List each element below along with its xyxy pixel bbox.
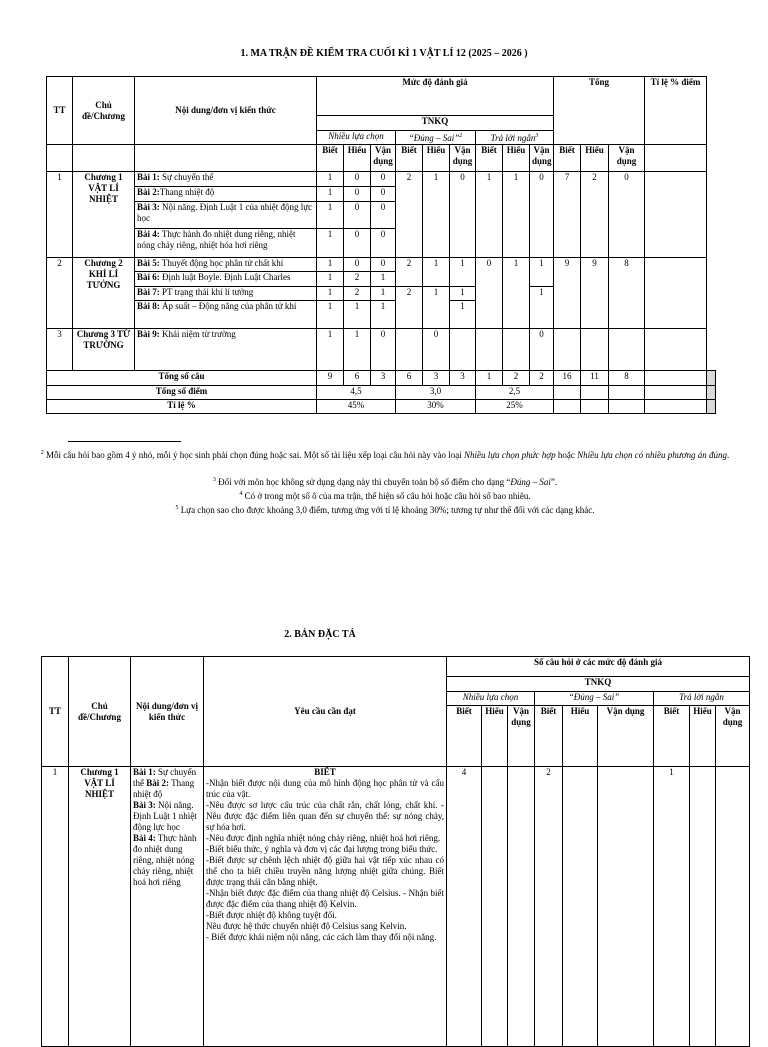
val: 0 <box>450 172 476 258</box>
val: 1 <box>371 301 396 329</box>
spec-row-chuong: Chương 1 VẬT LÍ NHIỆT <box>69 767 131 1047</box>
bai-cell: Bài 8: Áp suất – Động năng của phân tử khí <box>135 301 317 329</box>
val: 0 <box>344 172 371 187</box>
val: 8 <box>609 258 645 329</box>
h-vandung: Vận dụng <box>508 706 535 767</box>
tong-so-diem-label: Tổng số điểm <box>47 386 317 400</box>
val: 3 <box>450 371 476 386</box>
val: 0 <box>530 329 554 371</box>
h-hieu: Hiểu <box>563 706 598 767</box>
exam-matrix-table <box>46 76 716 414</box>
val: 6 <box>344 371 371 386</box>
val: 1 <box>317 187 344 202</box>
val: 1 <box>317 172 344 187</box>
val: 1 <box>450 258 476 287</box>
bai-cell: Bài 4: Thực hành đo nhiệt dung riêng, nhiệt nóng chảy riêng, nhiệt hóa hơi riêng <box>135 229 317 258</box>
val: 0 <box>371 229 396 258</box>
val: 0 <box>344 202 371 229</box>
tln-header: Trả lời ngắn$^3$ <box>476 131 554 145</box>
val: 11 <box>581 371 609 386</box>
spec-nlc: Nhiều lựa chọn <box>447 692 535 706</box>
bai-cell: Bài 1: Sự chuyển thể <box>135 172 317 187</box>
bai-cell: Bài 3: Nội năng. Định Luật 1 của nhiệt động lực học <box>135 202 317 229</box>
ds-header: “Đúng – Sai”$^2$ <box>396 131 476 145</box>
spec-row-yc <box>204 767 447 1047</box>
h-hieu: Hiểu <box>482 706 508 767</box>
yc-line: Nêu được hệ thức chuyển nhiệt độ Celsius sang Kelvin. <box>206 921 407 931</box>
val: 1 <box>317 301 344 329</box>
val: 2 <box>344 287 371 301</box>
spec-tln: Trả lời ngắn <box>654 692 750 706</box>
bai-cell: Bài 6: Định luật Boyle. Định Luật Charles <box>135 272 317 287</box>
val: 25% <box>476 400 554 414</box>
val: 1 <box>371 272 396 287</box>
bai-cell: Bài 9: Khái niệm từ trường <box>135 329 317 371</box>
yc-heading: BIẾT <box>314 767 336 777</box>
tong-so-cau-label: Tổng số câu <box>47 371 317 386</box>
val: 8 <box>609 371 645 386</box>
footnote-5: $^5$ Lựa chọn sao cho được khoảng 3,0 điểm, tương ứng với tỉ lệ khoảng 30%; tương tự như thế đối với các dạng khác. <box>175 505 595 515</box>
spec-ds: “Đúng – Sai” <box>535 692 654 706</box>
val: 1 <box>423 287 450 329</box>
val: 0 <box>530 172 554 258</box>
yc-line: -Biết được sự chênh lệch nhiệt độ giữa hai vật tiếp xúc nhau có thể cho ta biết chiều truyền năng lượng nhiệt giữa chúng. Biết được trạng thái cân bằng nhiệt. <box>206 855 444 887</box>
val: 0 <box>371 258 396 272</box>
val: 2 <box>530 371 554 386</box>
yc-line: - Biết được khái niệm nội năng, các cách làm thay đổi nội năng. <box>206 932 437 942</box>
row-chuong: Chương 3 TỪ TRƯỜNG <box>73 329 135 371</box>
val: 0 <box>344 229 371 258</box>
val: 2 <box>396 258 423 287</box>
val: 0 <box>371 187 396 202</box>
val: 2 <box>503 371 530 386</box>
spec-row-nd: Bài 1: Sự chuyển thể Bài 2: Thang nhiệt độ Bài 3: Nội năng. Định Luật 1 nhiệt động lực học Bài 4: Thực hành đo nhiệt dung riêng, nhiệt nóng chảy riêng, nhiệt hoá hơi riêng <box>131 767 204 1047</box>
yc-line: -Nêu được định nghĩa nhiệt nóng chảy riêng, nhiệt hoá hơi riêng. <box>206 833 441 843</box>
val: 1 <box>317 202 344 229</box>
bai-cell: Bài 7: PT trạng thái khí lí tưởng <box>135 287 317 301</box>
h-vandung: Vận dụng <box>598 706 654 767</box>
val: 2 <box>581 172 609 258</box>
val: 0 <box>344 258 371 272</box>
yc-line: -Biết biểu thức, ý nghĩa và đơn vị các đại lượng trong biểu thức. <box>206 844 438 854</box>
val: 4 <box>447 767 482 1047</box>
spec-col-nd: Nội dung/đơn vị kiến thức <box>131 657 204 767</box>
h-vandung: Vận dụng <box>371 145 396 172</box>
footnote-separator <box>68 441 181 442</box>
row-chuong: Chương 1 VẬT LÍ NHIỆT <box>73 172 135 258</box>
col-chuong: Chủ đề/Chương <box>73 77 135 145</box>
footnote-2: $^2$ Mỗi câu hỏi bao gồm 4 ý nhỏ, mỗi ý học sinh phải chọn đúng hoặc sai. Một số tài liệu xếp loại câu hỏi này vào loại Nhiều lựa chọn phức hợp hoặc Nhiều lựa chọn có nhiều phương án đúng. <box>40 450 730 460</box>
val: 1 <box>654 767 690 1047</box>
h-biet: Biết <box>447 706 482 767</box>
spec-col-chuong: Chủ đề/Chương <box>69 657 131 767</box>
row-tt: 1 <box>47 172 73 258</box>
col-mucdo: Mức độ đánh giá <box>317 77 554 116</box>
footnote-4: $^4$ Có ở trong một số ô của ma trận, thể hiện số câu hỏi hoặc câu hỏi số bao nhiêu. <box>239 491 531 501</box>
val: 9 <box>554 258 581 329</box>
h-biet: Biết <box>476 145 503 172</box>
val: 45% <box>317 400 396 414</box>
h-hieu: Hiểu <box>423 145 450 172</box>
val: 1 <box>503 258 530 329</box>
h-hieu: Hiểu <box>344 145 371 172</box>
h-hieu: Hiểu <box>690 706 716 767</box>
val: 1 <box>317 229 344 258</box>
ti-le-label: Tỉ lệ % <box>47 400 317 414</box>
yc-line: -Biết được nhiệt độ không tuyệt đối. <box>206 910 337 920</box>
val: 2,5 <box>476 386 554 400</box>
h-hieu: Hiểu <box>581 145 609 172</box>
val: 1 <box>344 329 371 371</box>
col-tile: Tỉ lệ % điểm <box>645 77 707 116</box>
row-tt: 2 <box>47 258 73 329</box>
val: 1 <box>317 258 344 272</box>
h-vandung: Vận dụng <box>530 145 554 172</box>
val: 0 <box>423 329 450 371</box>
spec-col-tt: TT <box>42 657 69 767</box>
yc-line: -Nhận biết được đặc điểm của thang nhiệt độ Celsius. - Nhận biết được đặc điểm của thang nhiệt độ Kelvin. <box>206 888 444 909</box>
val: 16 <box>554 371 581 386</box>
col-tt: TT <box>47 77 73 145</box>
val: 9 <box>581 258 609 329</box>
spec-col-yc: Yêu cầu cần đạt <box>204 657 447 767</box>
h-vandung: Vận dụng <box>609 145 645 172</box>
val: 4,5 <box>317 386 396 400</box>
val: 0 <box>371 329 396 371</box>
val: 2 <box>396 287 423 329</box>
val: 1 <box>530 258 554 287</box>
h-biet: Biết <box>535 706 563 767</box>
yc-line: -Nhận biết được nội dung của mô hình động học phân tử và cấu trúc của vật. <box>206 778 444 799</box>
val: 2 <box>396 172 423 258</box>
val: 0 <box>476 258 503 329</box>
val: 0 <box>371 172 396 187</box>
footnote-3: $^3$ Đối với môn học không sử dụng dạng này thì chuyển toàn bộ số điểm cho dạng “Đúng – Sai”. <box>212 477 558 487</box>
row-tt: 3 <box>47 329 73 371</box>
val: 1 <box>530 287 554 329</box>
val: 1 <box>476 172 503 258</box>
val: 2 <box>535 767 563 1047</box>
col-tong: Tổng <box>554 77 645 116</box>
val: 3 <box>371 371 396 386</box>
h-hieu: Hiểu <box>503 145 530 172</box>
h-biet: Biết <box>654 706 690 767</box>
col-noidung: Nội dung/đơn vị kiến thức <box>135 77 317 145</box>
tnkq-header: TNKQ <box>317 116 554 131</box>
val: 0 <box>371 202 396 229</box>
h-vandung: Vận dụng <box>716 706 750 767</box>
yc-line: -Nêu được sơ lược cấu trúc của chất rắn, chất lỏng, chất khí. - Nêu được đặc điểm liên quan đến sự chuyển thể: sự nóng chảy, sự hóa hơi. <box>206 800 444 832</box>
val: 1 <box>423 258 450 287</box>
val: 30% <box>396 400 476 414</box>
matrix-title: 1. MA TRẬN ĐỀ KIỂM TRA CUỐI KÌ 1 VẬT LÍ 12 (2025 – 2026 ) <box>240 48 528 59</box>
val: 1 <box>476 371 503 386</box>
val: 3,0 <box>396 386 476 400</box>
spec-table <box>41 656 750 1047</box>
val: 1 <box>344 301 371 329</box>
val: 2 <box>344 272 371 287</box>
val: 1 <box>317 287 344 301</box>
spec-row-tt: 1 <box>42 767 69 1047</box>
bai-cell: Bài 5: Thuyết động học phân tử chất khí <box>135 258 317 272</box>
val: 1 <box>503 172 530 258</box>
val: 1 <box>371 287 396 301</box>
val: 1 <box>450 287 476 301</box>
val: 1 <box>450 301 476 329</box>
val: 9 <box>317 371 344 386</box>
h-biet: Biết <box>317 145 344 172</box>
spec-tnkq: TNKQ <box>447 677 750 692</box>
h-biet: Biết <box>554 145 581 172</box>
val: 0 <box>609 172 645 258</box>
val: 7 <box>554 172 581 258</box>
nlc-header: Nhiều lựa chọn <box>317 131 396 145</box>
h-biet: Biết <box>396 145 423 172</box>
val: 0 <box>344 187 371 202</box>
row-chuong: Chương 2 KHÍ LÍ TƯỞNG <box>73 258 135 329</box>
spec-col-socau: Số câu hỏi ở các mức độ đánh giá <box>447 657 750 677</box>
bai-cell: Bài 2:Thang nhiệt độ <box>135 187 317 202</box>
h-vandung: Vận dụng <box>450 145 476 172</box>
val: 3 <box>423 371 450 386</box>
val: 1 <box>317 272 344 287</box>
val: 1 <box>317 329 344 371</box>
spec-title: 2. BẢN ĐẶC TẢ <box>284 629 356 640</box>
val: 1 <box>423 172 450 258</box>
val: 6 <box>396 371 423 386</box>
